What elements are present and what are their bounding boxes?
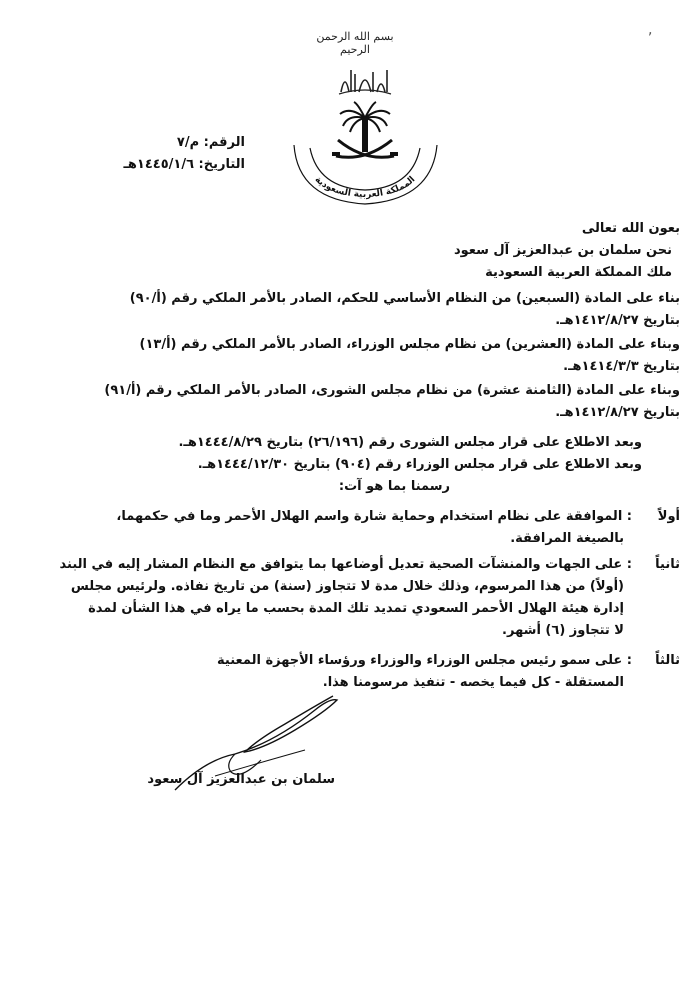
preamble-line: بتاريخ ١٤١٢/٨/٢٧هـ. <box>555 405 680 420</box>
shahada-calligraphy <box>335 64 395 98</box>
saudi-emblem <box>288 100 443 210</box>
article-first <box>20 506 680 550</box>
preamble <box>20 288 680 426</box>
opening-line-3: ملك المملكة العربية السعودية <box>485 265 672 280</box>
article-line: لا تتجاوز (٦) أشهر. <box>502 623 624 638</box>
preamble-line: بتاريخ ١٤١٤/٣/٣هـ. <box>563 359 680 374</box>
review-line-2: وبعد الاطلاع على قرار مجلس الوزراء رقم (٩٠٤) بتاريخ ١٤٤٤/١٢/٣٠هـ. <box>197 457 642 472</box>
opening-line-1: بعون الله تعالى <box>581 221 680 236</box>
preamble-line: بناء على المادة (السبعين) من النظام الأساسي للحكم، الصادر بالأمر الملكي رقم (أ/٩٠) <box>129 291 680 306</box>
article-heading: أولاً <box>657 509 680 524</box>
basmala: بسم الله الرحمن الرحيم <box>316 30 394 56</box>
article-line: المستقلة - كل فيما يخصه - تنفيذ مرسومنا هذا. <box>322 675 624 690</box>
opening <box>20 218 680 284</box>
review <box>20 432 680 498</box>
preamble-line: وبناء على المادة (الثامنة عشرة) من نظام مجلس الشورى، الصادر بالأمر الملكي رقم (أ/٩١) <box>104 383 680 398</box>
preamble-item <box>20 288 680 332</box>
article-line: (أولاً) من هذا المرسوم، وذلك خلال مدة لا تتجاوز (سنة) من تاريخ نفاذه. ولرئيس مجلس <box>70 579 624 594</box>
article-line: : الموافقة على نظام استخدام وحماية شارة واسم الهلال الأحمر وما في حكمهما، <box>116 509 632 524</box>
article-body <box>20 650 632 694</box>
article-line: بالصيغة المرافقة. <box>510 531 624 546</box>
preamble-line: وبناء على المادة (العشرين) من نظام مجلس الوزراء، الصادر بالأمر الملكي رقم (أ/١٣) <box>139 337 680 352</box>
preamble-item <box>20 380 680 424</box>
reference-block <box>60 132 245 176</box>
review-line-1: وبعد الاطلاع على قرار مجلس الشورى رقم (٢٦/١٩٦) بتاريخ ١٤٤٤/٨/٢٩هـ. <box>178 435 642 450</box>
reference-date: التاريخ: ١٤٤٥/١/٦هـ <box>123 157 245 172</box>
emblem-ring-text: المملكة العربية السعودية <box>312 174 418 201</box>
preamble-item <box>20 334 680 378</box>
article-heading: ثالثاً <box>655 653 680 668</box>
reference-number: الرقم: م/٧ <box>176 135 245 150</box>
opening-line-2: نحن سلمان بن عبدالعزيز آل سعود <box>453 243 672 258</box>
article-second <box>20 554 680 642</box>
decree-intro: رسمنا بما هو آت: <box>338 479 450 494</box>
article-body <box>20 554 632 642</box>
corner-mark: , <box>648 22 653 38</box>
article-line: إدارة هيئة الهلال الأحمر السعودي تمديد تلك المدة بحسب ما يراه في هذا الشأن لمدة <box>88 601 624 616</box>
article-third <box>20 650 680 694</box>
article-line: : على الجهات والمنشآت الصحية تعديل أوضاعها بما يتوافق مع النظام المشار إليه في البند <box>59 557 632 572</box>
signer-name: سلمان بن عبدالعزيز آل سعود <box>147 772 335 787</box>
article-heading: ثانياً <box>655 557 680 572</box>
article-line: : على سمو رئيس مجلس الوزراء والوزراء ورؤساء الأجهزة المعنية <box>217 653 632 668</box>
preamble-line: بتاريخ ١٤١٢/٨/٢٧هـ. <box>555 313 680 328</box>
article-body <box>20 506 632 550</box>
